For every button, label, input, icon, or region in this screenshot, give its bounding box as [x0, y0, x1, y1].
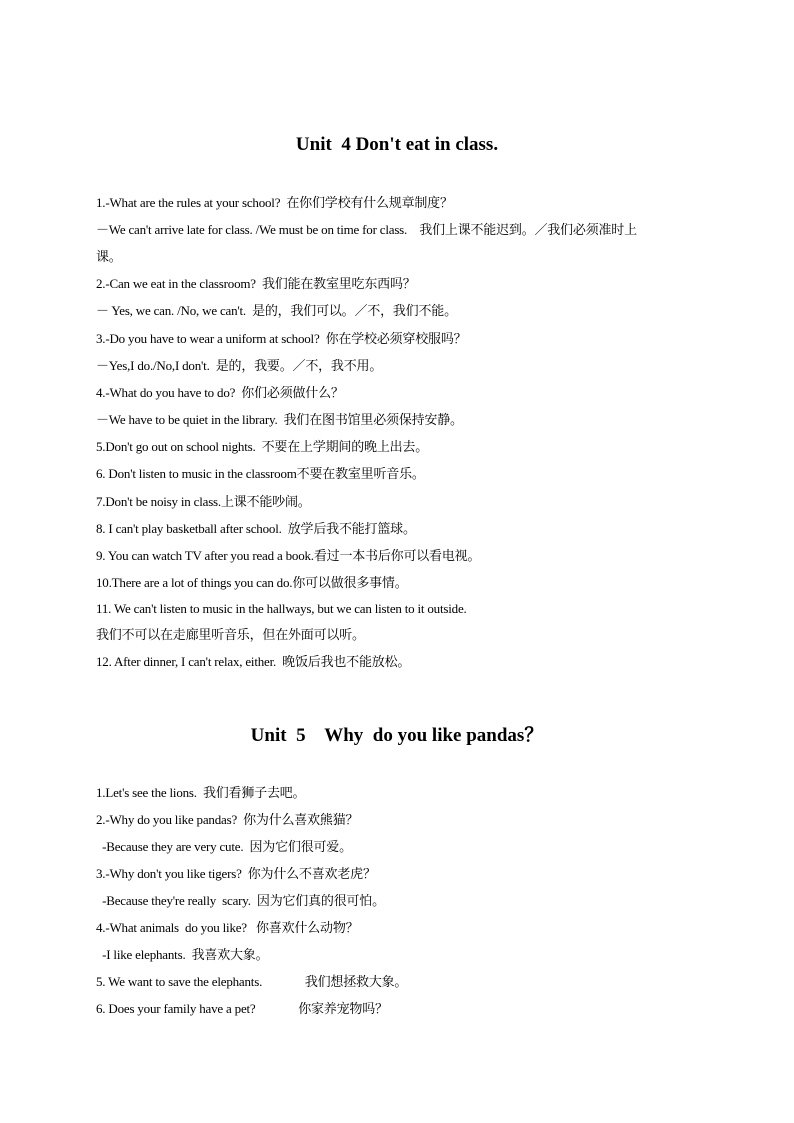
- unit4-line-16: 11. We can't listen to music in the hallways, but we can listen to it outside.: [96, 601, 467, 616]
- unit5-line-2: 2.-Why do you like pandas? 你为什么喜欢熊猫？: [96, 812, 359, 827]
- unit5-line-3: -Because they are very cute. 因为它们很可爱。: [96, 839, 352, 854]
- unit5-title: Unit 5 Why do you like pandas？: [250, 725, 544, 746]
- unit4-line-8: 4.-What do you have to do? 你们必须做什么？: [96, 385, 344, 400]
- unit5-line-6: 4.-What animals do you like? 你喜欢什么动物？: [96, 920, 359, 935]
- unit4-line-4: 2.-Can we eat in the classroom? 我们能在教室里吃东西吗？: [96, 276, 416, 291]
- unit4-line-13: 8. I can't play basketball after school. 放学后我不能打篮球。: [96, 521, 416, 536]
- unit5-line-5: -Because they're really scary. 因为它们真的很可怕。: [96, 893, 385, 908]
- unit5-line-7: -I like elephants. 我喜欢大象。: [96, 947, 269, 962]
- unit4-line-3: 课。: [96, 249, 122, 264]
- unit4-line-17: 我们不可以在走廊里听音乐，但在外面可以听。: [96, 627, 365, 642]
- unit4-line-9: －We have to be quiet in the library. 我们在图书馆里必须保持安静。: [96, 412, 463, 427]
- unit5-line-4: 3.-Why don't you like tigers? 你为什么不喜欢老虎？: [96, 866, 376, 881]
- unit4-line-1: 1.-What are the rules at your school? 在你们学校有什么规章制度？: [96, 195, 453, 210]
- unit5-line-8: 5. We want to save the elephants. 我们想拯救大象。: [96, 974, 408, 989]
- unit4-line-12: 7.Don't be noisy in class.上课不能吵闹。: [96, 494, 311, 509]
- unit5-line-1: 1.Let's see the lions. 我们看狮子去吧。: [96, 785, 306, 800]
- unit4-line-11: 6. Don't listen to music in the classroom不要在教室里听音乐。: [96, 466, 425, 481]
- unit4-title: Unit 4 Don't eat in class.: [295, 134, 499, 155]
- unit4-line-6: 3.-Do you have to wear a uniform at school? 你在学校必须穿校服吗？: [96, 331, 467, 346]
- unit4-line-18: 12. After dinner, I can't relax, either. 晚饭后我也不能放松。: [96, 654, 411, 669]
- unit4-line-5: － Yes, we can. /No, we can't. 是的，我们可以。／不，我们不能。: [96, 303, 457, 318]
- unit4-line-14: 9. You can watch TV after you read a book.看过一本书后你可以看电视。: [96, 548, 481, 563]
- unit4-line-2: －We can't arrive late for class. /We must be on time for class. 我们上课不能迟到。／我们必须准时上: [96, 222, 637, 237]
- unit4-line-15: 10.There are a lot of things you can do.你可以做很多事情。: [96, 575, 408, 590]
- unit4-line-7: －Yes,I do./No,I don't. 是的，我要。／不，我不用。: [96, 358, 383, 373]
- unit4-line-10: 5.Don't go out on school nights. 不要在上学期间的晚上出去。: [96, 439, 429, 454]
- unit5-line-9: 6. Does your family have a pet? 你家养宠物吗？: [96, 1001, 388, 1016]
